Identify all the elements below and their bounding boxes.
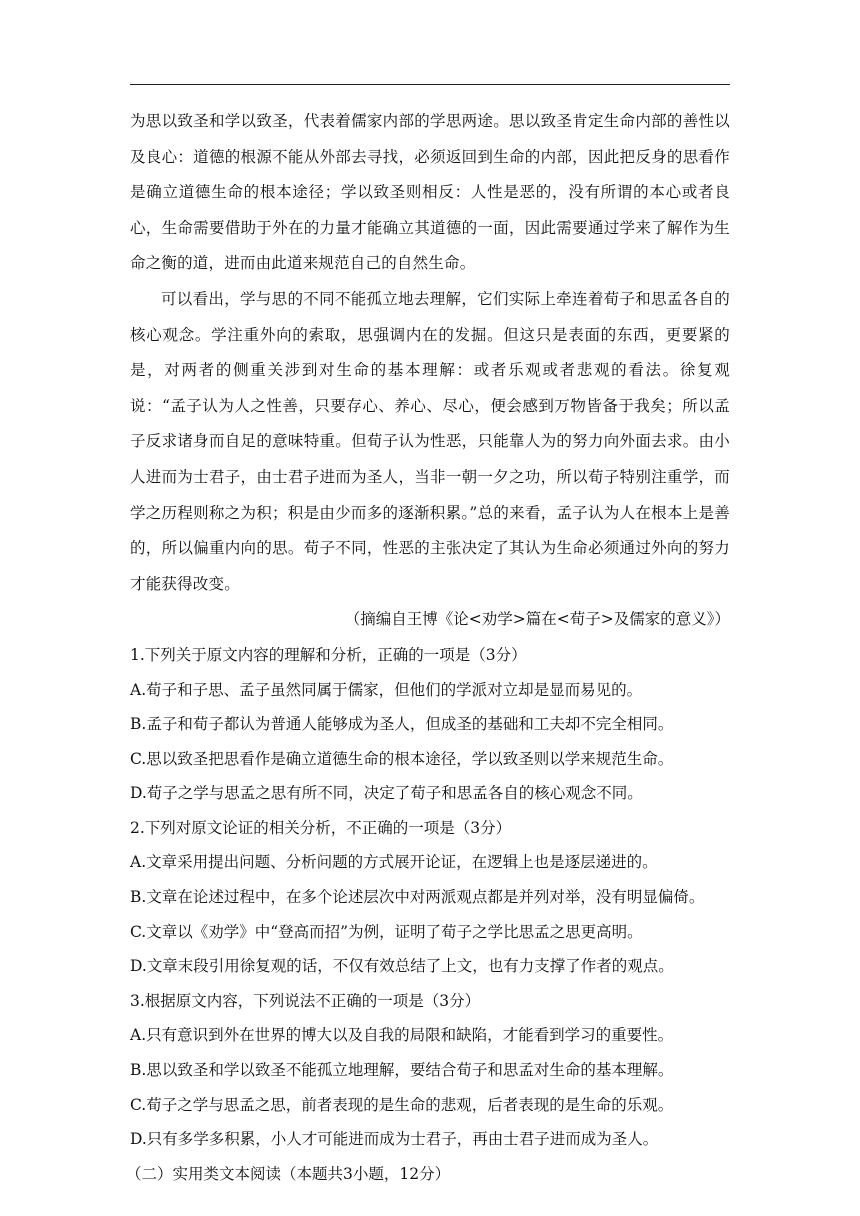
header-rule — [130, 84, 730, 85]
answer-option-c[interactable]: C.思以致圣把思看作是确立道德生命的根本途径，学以致圣则以学来规范生命。 — [130, 749, 674, 768]
answer-option-a[interactable]: A.只有意识到外在世界的博大以及自我的局限和缺陷，才能看到学习的重要性。 — [130, 1026, 674, 1045]
answer-option-c[interactable]: C.文章以《劝学》中“登高而招”为例，证明了荀子之学比思孟之思更高明。 — [130, 922, 643, 941]
passage-source: （摘编自王博《论<劝学>篇在<荀子>及儒家的意义》） — [344, 610, 730, 629]
passage-paragraph-1: 为思以致圣和学以致圣，代表着儒家内部的学思两途。思以致圣肯定生命内部的善性以及良心：道德的根源不能从外部去寻找，必须返回到生命的内部，因此把反身的思看作是确立道德生命的根本途径；学以致圣则相反：人性是恶的，没有所谓的本心或者良心，生命需要借助于外在的力量才能确立其道德的一面，因此需要通过学来了解作为生命之衡的道，进而由此道来规范自己的自然生命。 — [130, 112, 730, 273]
answer-option-c[interactable]: C.荀子之学与思孟之思，前者表现的是生命的悲观，后者表现的是生命的乐观。 — [130, 1095, 674, 1114]
question-1 — [130, 638, 730, 811]
answer-option-d[interactable]: D.只有多学多积累，小人才可能进而成为士君子，再由士君子进而成为圣人。 — [130, 1130, 659, 1149]
answer-option-d[interactable]: D.荀子之学与思孟之思有所不同，决定了荀子和思孟各自的核心观念不同。 — [130, 784, 643, 803]
question-stem: 1.下列关于原文内容的理解和分析，正确的一项是（3分） — [130, 645, 527, 664]
answer-option-b[interactable]: B.孟子和荀子都认为普通人能够成为圣人，但成圣的基础和工夫却不完全相同。 — [130, 715, 674, 734]
answer-option-a[interactable]: A.文章采用提出问题、分析问题的方式展开论证，在逻辑上也是逐层递进的。 — [130, 853, 658, 872]
question-2 — [130, 811, 730, 984]
answer-option-a[interactable]: A.荀子和子思、孟子虽然同属于儒家，但他们的学派对立却是显而易见的。 — [130, 680, 643, 699]
question-3 — [130, 984, 730, 1157]
passage-paragraph-2: 可以看出，学与思的不同不能孤立地去理解，它们实际上牵连着荀子和思孟各自的核心观念。学注重外向的索取，思强调内在的发掘。但这只是表面的东西，更要紧的是，对两者的侧重关涉到对生命的基本理解：或者乐观或者悲观的看法。徐复观说：“孟子认为人之性善，只要存心、养心、尽心，便会感到万物皆备于我矣；所以孟子反求诸身而自足的意味特重。但荀子认为性恶，只能靠人为的努力向外面去求。由小人进而为士君子，由士君子进而为圣人，当非一朝一夕之功，所以荀子特别注重学，而学之历程则称之为积；积是由少而多的逐渐积累。”总的来看，孟子认为人在根本上是善的，所以偏重内向的思。荀子不同，性恶的主张决定了其认为生命必须通过外向的努力才能获得改变。 — [130, 289, 730, 593]
reading-passage — [130, 104, 730, 638]
question-stem: 2.下列对原文论证的相关分析，不正确的一项是（3分） — [130, 818, 512, 837]
answer-option-b[interactable]: B.文章在论述过程中，在多个论述层次中对两派观点都是并列对举，没有明显偏倚。 — [130, 888, 705, 907]
answer-option-d[interactable]: D.文章末段引用徐复观的话，不仅有效总结了上文，也有力支撑了作者的观点。 — [130, 957, 674, 976]
page-content — [126, 104, 730, 1191]
exam-page — [126, 0, 730, 1216]
answer-option-b[interactable]: B.思以致圣和学以致圣不能孤立地理解，要结合荀子和思孟对生命的基本理解。 — [130, 1061, 674, 1080]
question-stem: 3.根据原文内容，下列说法不正确的一项是（3分） — [130, 991, 481, 1010]
section-heading: （二）实用类文本阅读（本题共3小题，12分） — [126, 1164, 451, 1183]
